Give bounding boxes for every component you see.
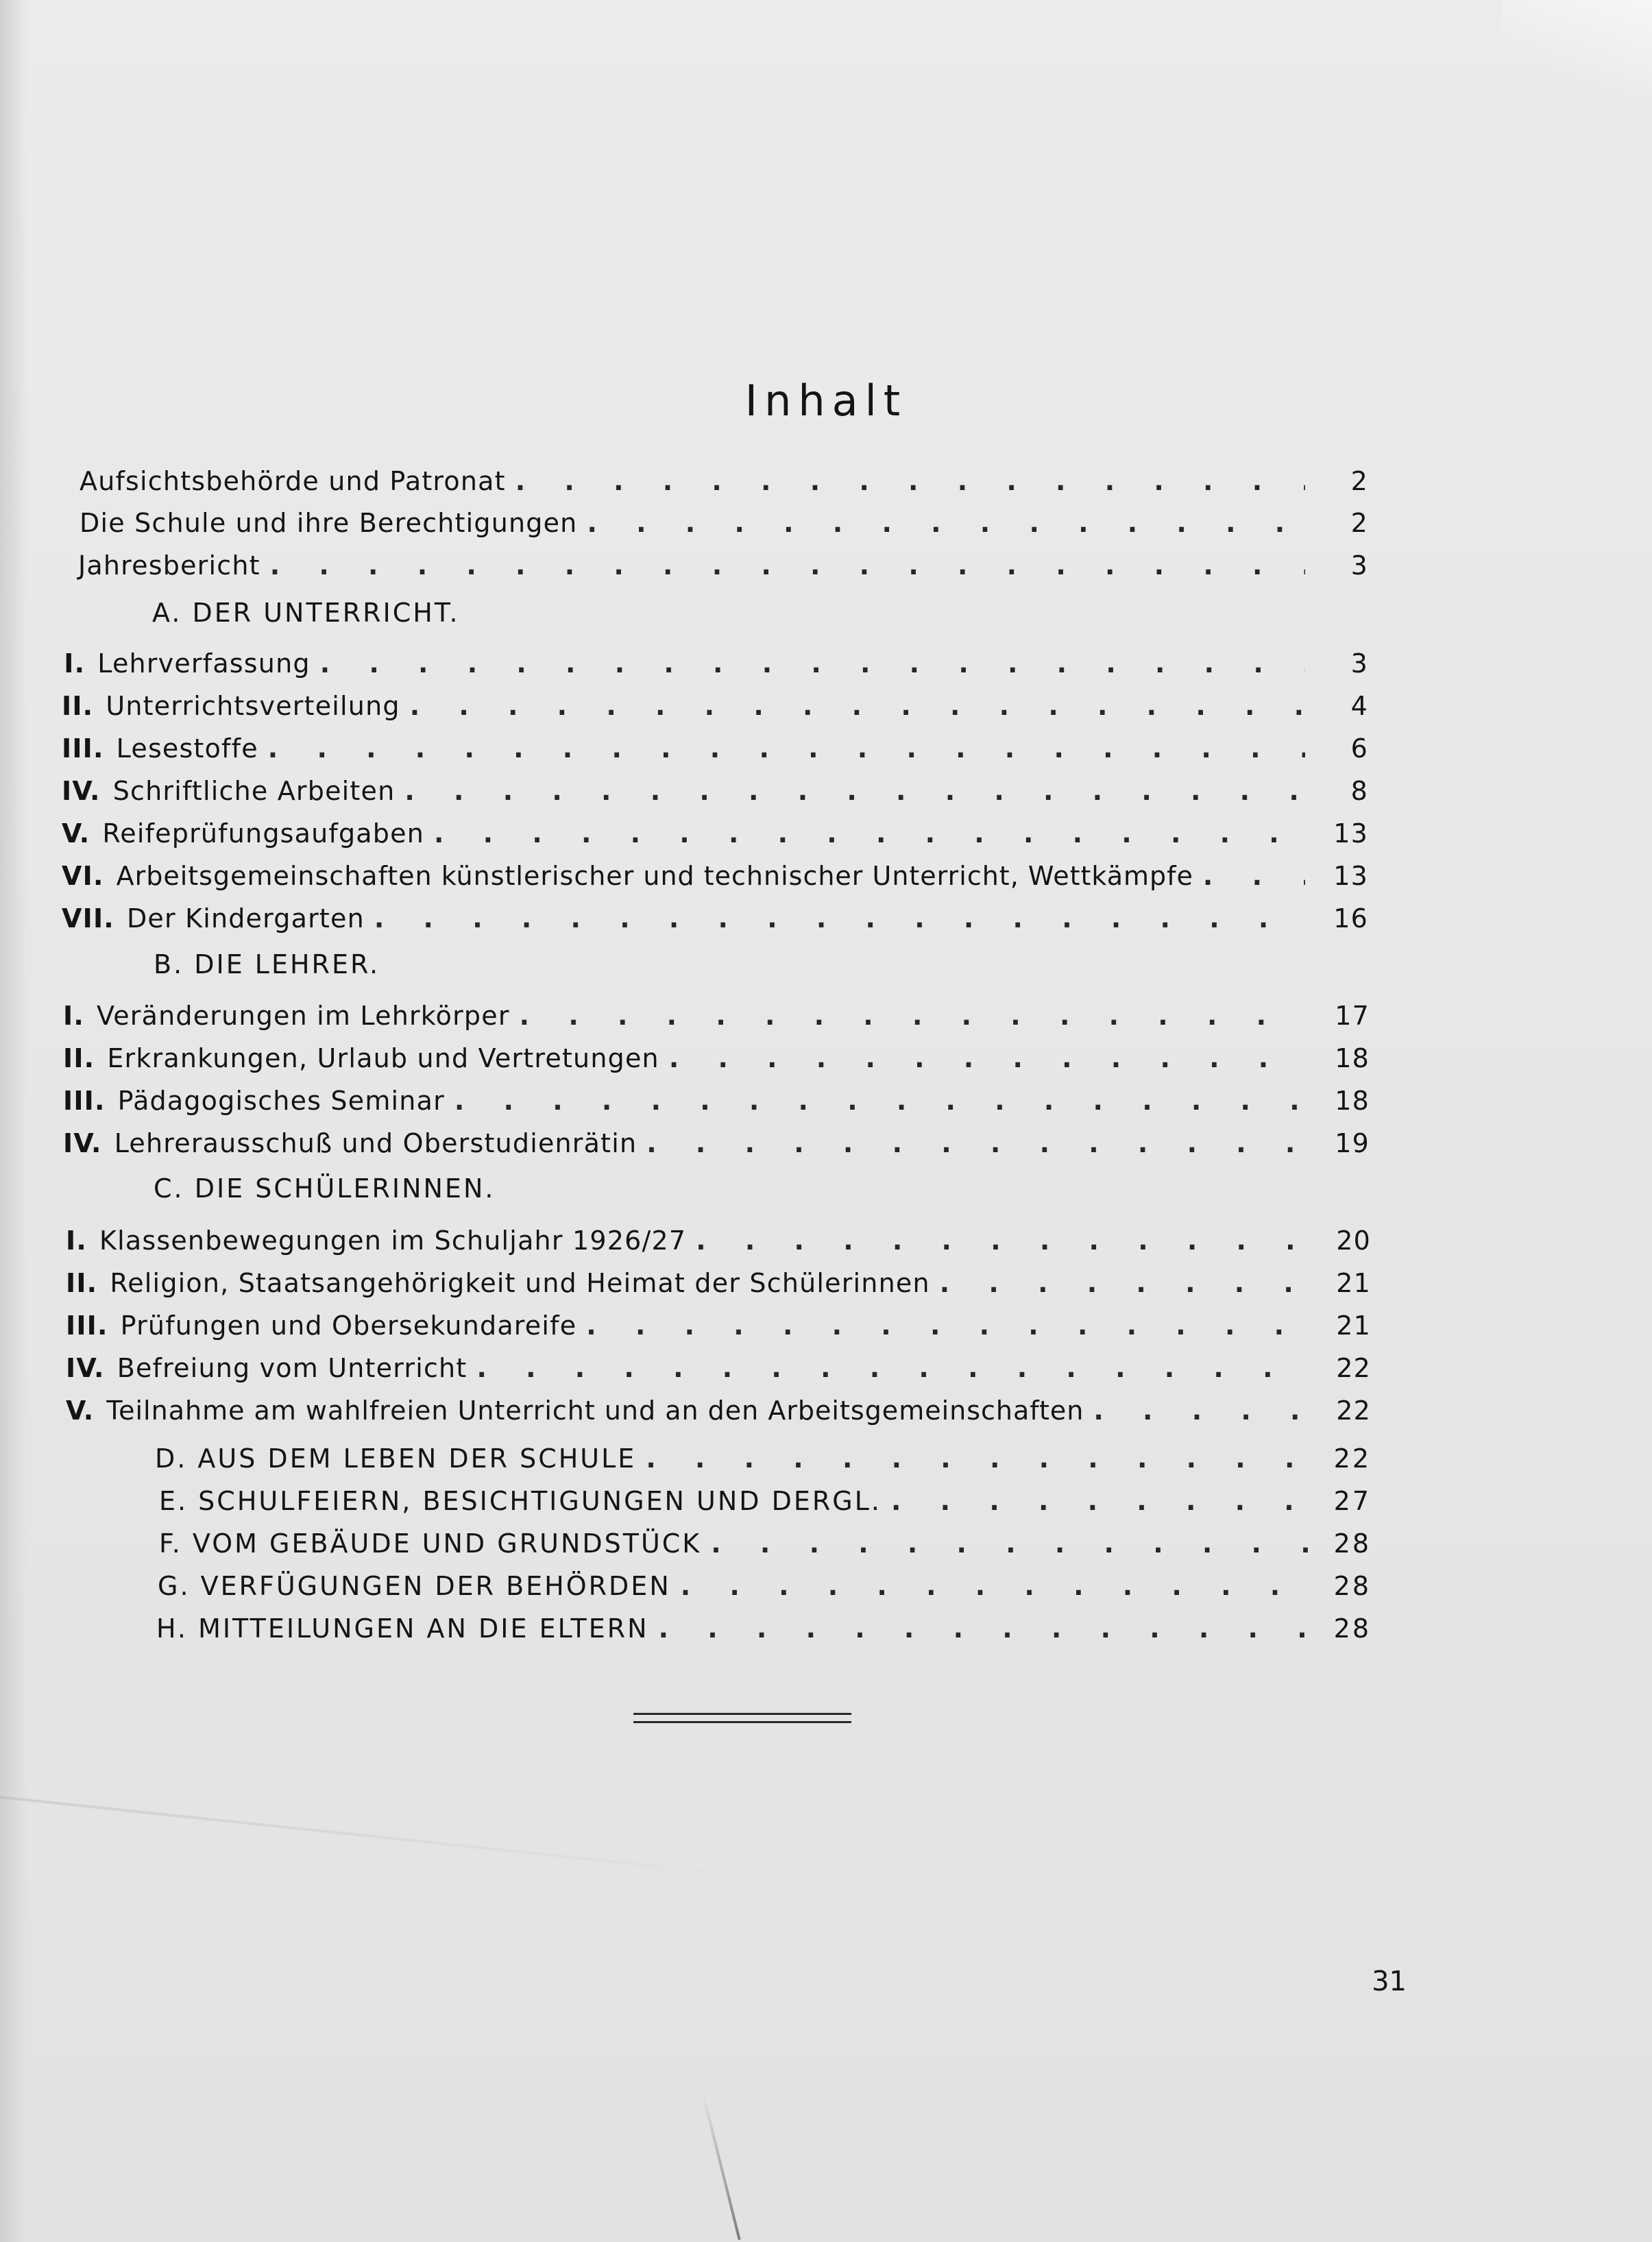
page-number: 31 [1372,1966,1407,1997]
leader-dots [646,1128,1307,1158]
toc-entry-label: Befreiung vom Unterricht [117,1353,467,1383]
toc-entry-page: 4 [1350,691,1368,721]
leader-dots [669,1043,1307,1073]
section-heading-c: C. DIE SCHÜLERINNEN. [154,1173,496,1204]
toc-entry-label: Klassenbewegungen im Schuljahr 1926/27 [99,1226,687,1256]
toc-section-label: G. VERFÜGUNGEN DER BEHÖRDEN [158,1571,671,1601]
toc-entry [66,1348,1371,1389]
leader-dots [404,776,1305,806]
toc-section-entry [159,1523,1371,1564]
leader-dots [410,691,1305,721]
toc-entry-label: Prüfungen und Obersekundareife [120,1311,577,1341]
toc-entry-page: 28 [1333,1613,1371,1644]
toc-entry-label: Reifeprüfungsaufgaben [102,818,424,849]
toc-entry-page: 22 [1333,1443,1371,1474]
leader-dots [681,1571,1308,1601]
toc-entry [66,1220,1371,1261]
toc-entry-page: 28 [1333,1528,1371,1559]
toc-entry-number: V. [62,818,90,849]
toc-entry-page: 3 [1350,550,1368,581]
toc-entry-label: Religion, Staatsangehörigkeit und Heimat der Schülerinnen [110,1268,930,1298]
toc-entry-page: 21 [1336,1268,1371,1298]
toc-entry-label: Veränderungen im Lehrkörper [96,1001,510,1031]
leader-dots [520,1001,1307,1031]
toc-entry-label: Der Kindergarten [126,903,365,934]
toc-entry-label: Erkrankungen, Urlaub und Vertretungen [107,1043,659,1073]
toc-entry-label: Jahresbericht [78,550,260,581]
toc-entry-number: III. [66,1311,108,1341]
toc-entry [62,643,1368,684]
toc-entry-page: 13 [1333,861,1368,891]
leader-dots [454,1086,1307,1116]
leader-dots [515,466,1305,496]
leader-dots [434,818,1305,849]
toc-entry-number: III. [63,1086,106,1116]
toc-entry [62,728,1368,769]
toc-entry [78,545,1368,586]
toc-entry-page: 27 [1333,1486,1371,1516]
toc-entry-number: II. [66,1268,98,1298]
toc-entry-number: I. [64,648,86,679]
toc-entry [66,1390,1371,1431]
toc-entry-number: III. [62,733,104,764]
leader-dots [1203,861,1305,891]
toc-entry-label: Aufsichtsbehörde und Patronat [80,466,506,496]
toc-entry [80,461,1368,502]
toc-entry-label: Teilnahme am wahlfreien Unterricht und an den Arbeitsgemeinschaften [106,1396,1084,1426]
toc-entry-number: II. [63,1043,95,1073]
leader-dots [891,1486,1308,1516]
leader-dots [587,508,1305,538]
toc-entry-number: I. [66,1226,87,1256]
toc-section-label: E. SCHULFEIERN, BESICHTIGUNGEN UND DERGL. [159,1486,882,1516]
toc-entry-page: 22 [1336,1396,1371,1426]
toc-entry-page: 18 [1335,1043,1370,1073]
toc-entry-page: 22 [1336,1353,1371,1383]
toc-entry-label: Arbeitsgemeinschaften künstlerischer und technischer Unterricht, Wettkämpfe [116,861,1193,891]
toc-entry-label: Unterrichtsverteilung [106,691,400,721]
leader-dots [940,1268,1308,1298]
toc-entry-page: 16 [1333,903,1368,934]
toc-entry-page: 21 [1336,1311,1371,1341]
toc-entry-page: 6 [1350,733,1368,764]
toc-entry [62,898,1368,939]
toc-entry [66,1305,1371,1346]
toc-entry-label: Pädagogisches Seminar [117,1086,445,1116]
toc-section-entry [156,1608,1371,1649]
leader-dots [711,1528,1308,1559]
toc-entry-page: 2 [1350,508,1368,538]
leader-dots [586,1311,1308,1341]
toc-entry-label: Lesestoffe [116,733,258,764]
toc-entry [66,1263,1371,1304]
leader-dots [1093,1396,1308,1426]
toc-entry [62,770,1368,812]
section-heading-b: B. DIE LEHRER. [154,949,380,979]
double-rule-divider [633,1713,851,1723]
toc-section-label: D. AUS DEM LEBEN DER SCHULE [155,1443,637,1474]
toc-section-entry [155,1438,1371,1479]
toc-entry-number: IV. [63,1128,102,1158]
toc-entry-page: 18 [1335,1086,1370,1116]
toc-entry [62,685,1368,727]
toc-entry-page: 3 [1350,648,1368,679]
toc-entry-number: IV. [62,776,101,806]
toc-entry [63,995,1370,1036]
page-title: Inhalt [744,376,908,426]
leader-dots [374,903,1305,934]
toc-entry-label: Schriftliche Arbeiten [112,776,396,806]
toc-entry-number: VI. [62,861,104,891]
toc-entry [63,1123,1370,1164]
toc-entry [63,1080,1370,1121]
toc-entry [80,502,1368,544]
toc-entry-number: II. [62,691,94,721]
toc-section-label: H. MITTEILUNGEN AN DIE ELTERN [156,1613,649,1644]
toc-entry-number: V. [66,1396,95,1426]
toc-entry-page: 19 [1335,1128,1370,1158]
toc-entry-page: 2 [1350,466,1368,496]
toc-entry-page: 17 [1335,1001,1370,1031]
toc-entry-label: Lehrverfassung [97,648,311,679]
toc-entry-page: 20 [1336,1226,1371,1256]
toc-entry-number: VII. [62,903,114,934]
toc-entry-number: I. [63,1001,84,1031]
toc-section-label: F. VOM GEBÄUDE UND GRUNDSTÜCK [159,1528,702,1559]
leader-dots [646,1443,1308,1474]
section-heading-a: A. DER UNTERRICHT. [152,598,460,628]
toc-entry-number: IV. [66,1353,105,1383]
toc-entry [62,855,1368,897]
leader-dots [320,648,1305,679]
leader-dots [270,550,1305,581]
toc-entry [62,813,1368,854]
leader-dots [659,1613,1308,1644]
leader-dots [476,1353,1308,1383]
toc-entry [63,1038,1370,1079]
toc-entry-label: Die Schule und ihre Berechtigungen [80,508,578,538]
toc-entry-page: 13 [1333,818,1368,849]
toc-entry-page: 28 [1333,1571,1371,1601]
toc-entry-label: Lehrerausschuß und Oberstudienrätin [114,1128,637,1158]
toc-section-entry [158,1565,1371,1607]
leader-dots [696,1226,1308,1256]
leader-dots [268,733,1305,764]
toc-section-entry [159,1481,1371,1522]
toc-entry-page: 8 [1350,776,1368,806]
